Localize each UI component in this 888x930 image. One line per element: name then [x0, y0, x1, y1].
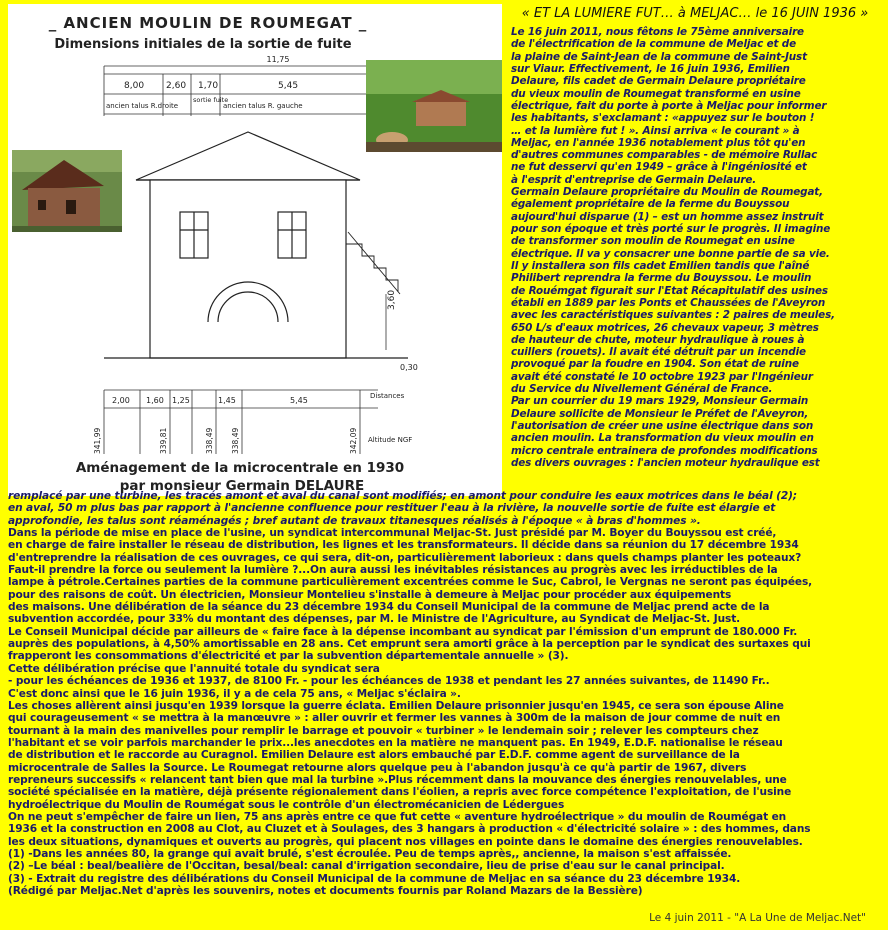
drawing-subtitle: Dimensions initiales de la sortie de fuite — [54, 37, 352, 52]
bottom-dim-1: 2,00 — [112, 396, 130, 405]
body-line: Cette délibération précise que l'annuité totale du syndicat sera — [8, 662, 380, 675]
body-line: - pour les échéances de 1936 et 1937, de 8100 Fr. - pour les échéances de 1938 et pendant les 27 années suivantes, de 11490 Fr.. — [8, 675, 770, 688]
drawing-caption-2: par monsieur Germain DELAURE — [119, 478, 365, 494]
footer-credit: Le 4 juin 2011 - "A La Une de Meljac.Net" — [649, 912, 866, 924]
height-dim: 3,60 — [387, 289, 397, 310]
drawing-title: _ ANCIEN MOULIN DE ROUMEGAT _ — [48, 14, 368, 32]
bottom-dim-3: 1,25 — [172, 396, 190, 405]
column-line: de hauteur de chute, moteur hydraulique à roues à — [511, 333, 805, 346]
column-line: du Service du Nivellement Général de France. — [511, 383, 773, 396]
distances-label: Distances — [370, 392, 405, 400]
body-line: en charge de faire installer le réseau de distribution, les lignes et les transformateurs. Il décide dans sa réunion du 17 décembre 1934 — [8, 539, 799, 552]
column-line: du vieux moulin de Roumegat transformé en usine — [511, 87, 801, 100]
column-line: l'autorisation de créer une usine électrique dans son — [511, 420, 814, 432]
column-line: 650 L/s d'eaux motrices, 26 chevaux vapeur, 3 mètres — [511, 321, 819, 334]
top-dim-2: 2,60 — [166, 81, 187, 91]
body-line: de distribution et le raccorde au Curagnol. Emilien Delaure est alors embauché par E.D.F. comme agent de surveillance de la — [8, 749, 740, 762]
drawing-caption-1: Aménagement de la microcentrale en 1930 — [75, 460, 405, 476]
column-line: Delaure, fils cadet de Germain Delaure propriétaire — [511, 75, 806, 88]
top-dim-4: 5,45 — [278, 81, 299, 91]
bottom-dim-2: 1,60 — [146, 396, 164, 405]
column-line: Le 16 juin 2011, nous fêtons le 75ème anniversaire — [511, 26, 804, 38]
body-line: Dans la période de mise en place de l'usine, un syndicat intercommunal Meljac-St. Just présidé par M. Boyer du Bouyssou est créé, — [8, 527, 777, 540]
column-line: cuillers (rouets). Il avait été détruit par un incendie — [511, 346, 806, 359]
mill-drawing-svg — [8, 4, 502, 496]
column-line: ne fut desservi qu'en 1949 – grâce à l'ingéniosité et — [511, 161, 807, 174]
column-line: électrique. Il va y consacrer une bonne partie de sa vie. — [511, 247, 830, 260]
right-column-text — [511, 26, 883, 469]
bottom-dim-4: 1,45 — [218, 396, 236, 405]
column-line: de Rouémgat figurait sur l'Etat Récapitulatif des usines — [511, 284, 828, 297]
body-line: C'est donc ainsi que le 16 juin 1936, il y a de cela 75 ans, « Meljac s'éclaira ». — [8, 687, 461, 700]
body-line: lampe à pétrole.Certaines parties de la commune particulièrement excentrées comme le Suc, Cabrol, le Vergnas ne seront pas équipées, — [8, 576, 813, 589]
top-dim-1: 8,00 — [124, 81, 145, 91]
body-line: Les choses allèrent ainsi jusqu'en 1939 lorsque la guerre éclata. Emilien Delaure prisonnier jusqu'en 1945, ce sera son épouse Aline — [8, 699, 784, 712]
column-line: Par un courrier du 19 mars 1929, Monsieur Germain — [511, 395, 809, 408]
column-line: Philibert reprendra la ferme du Bouyssou. Le moulin — [511, 272, 812, 285]
column-line: Delaure sollicite de Monsieur le Préfet de l'Aveyron, — [511, 407, 809, 420]
column-line: les habitants, s'exclamant : «appuyez sur le bouton ! — [511, 112, 815, 125]
altitude-label: Altitude NGF — [368, 436, 413, 444]
body-line: d'entreprendre la réalisation de ces ouvrages, ce qui sera, dit-on, particulièrement laborieux : dans quels champs planter les poteaux? — [8, 551, 802, 564]
body-line: On ne peut s'empêcher de faire un lien, 75 ans après entre ce que fut cette « aventure hydroélectrique » du moulin de Roumégat en — [8, 810, 787, 823]
body-line: approfondie, les talus sont réaménagés ; bref autant de travaux titanesques réalisés à l'époque « à bras d'hommes ». — [8, 514, 701, 527]
body-line: 1936 et la construction en 2008 au Clot, au Cluzet et à Soulages, des 3 hangars à production « d'électricité solaire » : des hommes, dans — [8, 823, 811, 836]
column-line: des divers ouvrages : l'ancien moteur hydraulique est — [511, 456, 820, 469]
small-dim: 0,30 — [400, 363, 418, 372]
top-dim-3: 1,70 — [198, 81, 219, 91]
altitude-4: 338,49 — [231, 427, 240, 454]
column-line: Il y installera son fils cadet Emilien tandis que l'aîné — [511, 259, 810, 272]
column-line: établi en 1889 par les Ponts et Chaussées de l'Aveyron — [511, 296, 826, 309]
body-line: Le Conseil Municipal décide par ailleurs de « faire face à la dépense incombant au syndicat par l'émission d'un emprunt de 180.000 Fr. — [8, 625, 798, 638]
body-line: subvention accordée, pour 33% du montant des dépenses, par M. le Ministre de l'Agriculture, au Syndicat de Meljac-St. Just. — [8, 613, 741, 626]
body-line: société spécialisée en la matière, déjà présente régionalement dans l'éolien, a repris avec force compétence l'exploitation, de l'usine — [8, 786, 792, 799]
technical-drawing — [8, 4, 502, 496]
column-line: sur Viaur. Effectivement, le 16 juin 1936, Emilien — [511, 62, 790, 75]
body-line: (1) -Dans les années 80, la grange qui avait brulé, s'est écroulée. Peu de temps après,, ancienne, la maison s'est affaissée. — [8, 847, 732, 860]
column-line: provoqué par la foudre en 1904. Son état de ruine — [511, 358, 799, 371]
top-total-dim: 11,75 — [266, 55, 290, 64]
body-line: les deux situations, dynamiques et ouverts au progrès, qui placent nos villages en pointe dans le domaine des énergies renouvelables. — [8, 835, 803, 848]
column-line: ancien moulin. La transformation du vieux moulin en — [511, 432, 814, 445]
body-line: l'habitant et se voir parfois marchander le prix...les anecdotes en la matière ne manquent pas. En 1949, E.D.F. nationalise le réseau — [8, 736, 783, 749]
altitude-2: 339,81 — [159, 427, 168, 454]
column-line: Germain Delaure propriétaire du Moulin de Roumegat, — [511, 186, 823, 199]
altitude-5: 342,09 — [349, 427, 358, 454]
body-line: pour des raisons de coût. Un électricien, Monsieur Montelieu s'installe à demeure à Meljac pour procéder aux équipements — [8, 588, 732, 601]
body-line: Faut-il prendre la force ou seulement la lumière ?...On aura aussi les inévitables résistances au progrès avec les irréductibles de la — [8, 564, 778, 577]
body-line: tournant à la main des manivelles pour remplir le barrage et pouvoir « turbiner » le lendemain soir ; relever les compteurs chez — [8, 724, 759, 737]
column-line: également propriétaire de la ferme du Bouyssou — [511, 198, 790, 211]
column-line: la plaine de Saint-Jean de la commune de Saint-Just — [511, 50, 807, 63]
body-line: (2) –Le béal : beal/bealière de l'Occitan, besal/beal: canal d'irrigation secondaire, lieu de prise d'eau sur le canal principal. — [8, 860, 725, 873]
body-line: hydroélectrique du Moulin de Roumégat sous le contrôle d'un électromécanicien de Lédergues — [8, 798, 565, 811]
new-plant-photo — [366, 60, 502, 152]
column-line: micro centrale entrainera de profondes modifications — [511, 444, 818, 457]
column-line: avait été constaté le 10 octobre 1923 par l'Ingénieur — [511, 370, 813, 383]
body-line: frapperont les consommations d'électricité et par la subvention départementale annuelle » (3). — [8, 650, 569, 663]
top-label-outlet: sortie fuite — [193, 96, 229, 104]
bottom-dim-5: 5,45 — [290, 396, 308, 405]
body-line: qui courageusement « se mettra à la manœuvre » : aller ouvrir et fermer les vannes à 300m de la maison de jour comme de nuit en — [8, 712, 781, 725]
column-line: aujourd'hui disparue (1) – est un homme assez instruit — [511, 210, 824, 223]
body-line: repreneurs successifs « relancent tant bien que mal la turbine ».Plus récemment dans la mouvance des énergies renouvelables, une — [8, 773, 787, 786]
top-label-left-bank: ancien talus R. gauche — [223, 102, 303, 110]
column-line: avec les caractéristiques suivantes : 2 paires de meules, — [511, 309, 835, 322]
body-line: (3) - Extrait du registre des délibérations du Conseil Municipal de la commune de Meljac en sa séance du 23 décembre 1934. — [8, 872, 741, 885]
body-line: des maisons. Une délibération de la séance du 23 décembre 1934 du Conseil Municipal de la commune de Meljac prend acte de la — [8, 601, 770, 614]
old-mill-photo — [12, 150, 122, 232]
altitude-1: 341,99 — [93, 427, 102, 454]
column-line: électrique, fait du porte à porte à Meljac pour informer — [511, 99, 827, 112]
body-line: (Rédigé par Meljac.Net d'après les souvenirs, notes et documents fournis par Roland Mazars de la Bessière) — [8, 885, 643, 897]
column-line: … et la lumière fut ! ». Ainsi arriva « le courant » à — [511, 124, 800, 137]
column-line: Meljac, en l'année 1936 notablement plus tôt qu'en — [511, 136, 806, 149]
body-line: en aval, 50 m plus bas par rapport à l'ancienne confluence pour restituer l'eau à la rivière, la nouvelle sortie de fuite est élargie et — [8, 502, 776, 515]
full-width-text — [8, 490, 884, 897]
body-line: microcentrale de Salles la Source. Le Roumegat retourne alors quelque peu à l'abandon jusqu'à ce qu'à partir de 1967, divers — [8, 761, 747, 774]
column-line: de transformer son moulin de Roumegat en usine — [511, 235, 795, 248]
column-line: de l'électrification de la commune de Meljac et de — [511, 38, 796, 51]
top-label-right-bank: ancien talus R.droite — [106, 102, 179, 110]
altitude-3: 338,49 — [205, 427, 214, 454]
column-line: d'autres communes comparables - de mémoire Rullac — [511, 149, 818, 162]
column-line: pour son époque et très porté sur le progrès. Il imagine — [511, 223, 831, 235]
body-line: remplacé par une turbine, les tracés amont et aval du canal sont modifiés; en amont pour conduire les eaux motrices dans le béal (2); — [8, 490, 797, 502]
body-line: auprès des populations, à 4,50% amortissable en 28 ans. Cet emprunt sera amorti grâce à la perception par le syndicat des surtaxes qui — [8, 638, 811, 651]
article-headline: « ET LA LUMIERE FUT… à MELJAC… le 16 JUIN 1936 » — [521, 6, 869, 21]
column-line: à l'esprit d'entreprise de Germain Delaure. — [511, 173, 757, 186]
